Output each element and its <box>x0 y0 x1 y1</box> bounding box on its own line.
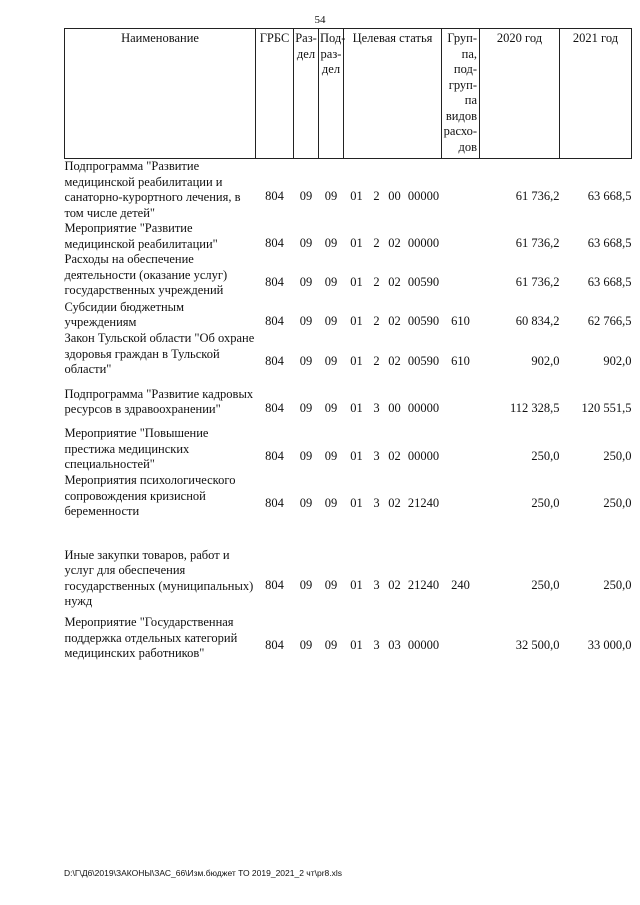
row-grbs: 804 <box>265 235 284 250</box>
row-podrazdel: 09 <box>324 235 338 250</box>
row-razdel: 09 <box>299 577 313 592</box>
row-expense-group <box>442 159 480 222</box>
row-podrazdel: 09 <box>324 448 338 463</box>
row-target-program: 01 <box>350 637 363 652</box>
row-amount-2021: 63 668,5 <box>587 189 632 204</box>
row-amount-2021: 902,0 <box>603 353 632 368</box>
row-target-program: 01 <box>350 495 363 510</box>
row-podrazdel: 09 <box>324 401 338 416</box>
row-amount-2020: 250,0 <box>531 448 560 463</box>
row-target-event: 02 <box>388 495 401 510</box>
row-target-subprogram: 3 <box>373 448 380 463</box>
row-amount-2021: 63 668,5 <box>587 274 632 289</box>
row-target-program: 01 <box>350 401 363 416</box>
row-amount-2020: 250,0 <box>531 577 560 592</box>
row-target-subprogram: 3 <box>373 577 380 592</box>
table-row <box>65 159 632 222</box>
row-name: Мероприятие "Государственная поддержка отдельных категорий медицинских работников" <box>64 615 238 661</box>
row-target-direction: 00000 <box>407 448 440 463</box>
row-amount-2021: 33 000,0 <box>587 637 632 652</box>
row-target-subprogram: 2 <box>373 189 380 204</box>
row-target-program: 01 <box>350 189 363 204</box>
row-amount-2020: 112 328,5 <box>509 401 560 416</box>
row-amount-2020: 250,0 <box>531 495 560 510</box>
row-target-direction: 00590 <box>407 274 440 289</box>
row-target-direction: 00000 <box>407 189 440 204</box>
page-number: 54 <box>314 14 326 26</box>
row-amount-2020: 902,0 <box>531 353 560 368</box>
header-razdel: Раз-дел <box>294 29 319 159</box>
row-amount-2020: 32 500,0 <box>515 637 560 652</box>
table-row <box>65 615 632 663</box>
table-row <box>65 221 632 252</box>
row-expense-group <box>442 473 480 521</box>
row-amount-2021: 250,0 <box>603 448 632 463</box>
row-target-event: 02 <box>388 353 401 368</box>
row-target-direction: 00590 <box>407 353 440 368</box>
row-target-subprogram: 2 <box>373 235 380 250</box>
row-grbs: 804 <box>265 401 284 416</box>
row-expense-group <box>442 378 480 426</box>
row-name: Мероприятие "Развитие медицинской реабилитации" <box>64 221 218 251</box>
row-razdel: 09 <box>299 495 313 510</box>
row-razdel: 09 <box>299 274 313 289</box>
row-target-direction: 00590 <box>407 314 440 329</box>
row-grbs: 804 <box>265 274 284 289</box>
header-expense-group: Груп-па, под-груп-па видов расхо-дов <box>442 29 480 159</box>
table-row <box>65 331 632 378</box>
row-target-program: 01 <box>350 274 363 289</box>
row-grbs: 804 <box>265 314 284 329</box>
row-amount-2020: 61 736,2 <box>515 235 560 250</box>
row-target-event: 02 <box>388 314 401 329</box>
row-target-event: 02 <box>388 235 401 250</box>
header-grbs: ГРБС <box>256 29 294 159</box>
row-expense-group <box>442 252 480 299</box>
row-amount-2021: 62 766,5 <box>587 314 632 329</box>
table-row <box>65 543 632 615</box>
row-name: Расходы на обеспечение деятельности (оказание услуг) государственных учреждений <box>64 252 228 298</box>
row-target-event: 02 <box>388 448 401 463</box>
row-podrazdel: 09 <box>324 274 338 289</box>
table-row <box>65 426 632 473</box>
row-expense-group <box>442 221 480 252</box>
row-grbs: 804 <box>265 353 284 368</box>
row-podrazdel: 09 <box>324 314 338 329</box>
header-podrazdel: Под-раз-дел <box>319 29 344 159</box>
row-grbs: 804 <box>265 637 284 652</box>
row-target-subprogram: 3 <box>373 495 380 510</box>
row-grbs: 804 <box>265 577 284 592</box>
row-razdel: 09 <box>299 235 313 250</box>
row-target-direction: 00000 <box>407 637 440 652</box>
row-target-direction: 00000 <box>407 401 440 416</box>
header-target-article: Целевая статья <box>344 29 442 159</box>
row-grbs: 804 <box>265 495 284 510</box>
row-spacer <box>65 521 632 543</box>
row-target-subprogram: 3 <box>373 401 380 416</box>
row-razdel: 09 <box>299 314 313 329</box>
row-podrazdel: 09 <box>324 637 338 652</box>
row-podrazdel: 09 <box>324 577 338 592</box>
row-target-direction: 00000 <box>407 235 440 250</box>
table-row <box>65 299 632 331</box>
row-target-program: 01 <box>350 448 363 463</box>
row-target-program: 01 <box>350 314 363 329</box>
row-razdel: 09 <box>299 401 313 416</box>
row-name: Подпрограмма "Развитие медицинской реабилитации и санаторно-курортного лечения, в том числе детей" <box>64 159 241 220</box>
row-name: Закон Тульской области "Об охране здоровья граждан в Тульской области" <box>64 331 255 377</box>
row-grbs: 804 <box>265 448 284 463</box>
header-name: Наименование <box>65 29 256 159</box>
table-row <box>65 378 632 426</box>
row-target-program: 01 <box>350 353 363 368</box>
row-target-subprogram: 2 <box>373 274 380 289</box>
row-target-event: 03 <box>388 637 401 652</box>
budget-table <box>64 28 632 663</box>
row-razdel: 09 <box>299 637 313 652</box>
row-podrazdel: 09 <box>324 189 338 204</box>
row-target-direction: 21240 <box>407 577 440 592</box>
row-podrazdel: 09 <box>324 353 338 368</box>
row-amount-2021: 120 551,5 <box>581 401 632 416</box>
row-target-event: 02 <box>388 577 401 592</box>
row-podrazdel: 09 <box>324 495 338 510</box>
row-target-program: 01 <box>350 235 363 250</box>
row-amount-2021: 250,0 <box>603 577 632 592</box>
row-razdel: 09 <box>299 189 313 204</box>
row-expense-group: 610 <box>451 353 470 368</box>
file-path-footer: D:\Г\Д6\2019\ЗАКОНЫ\ЗАС_66\Изм.бюджет ТО 2019_2021_2 чт\pr8.xls <box>64 868 343 878</box>
row-target-event: 00 <box>388 189 401 204</box>
row-target-program: 01 <box>350 577 363 592</box>
row-name: Подпрограмма "Развитие кадровых ресурсов в здравоохранении" <box>64 386 254 416</box>
row-amount-2021: 250,0 <box>603 495 632 510</box>
row-name: Иные закупки товаров, работ и услуг для обеспечения государственных (муниципальных) нужд <box>64 547 254 608</box>
row-expense-group: 610 <box>451 314 470 329</box>
table-body <box>65 159 632 663</box>
row-target-subprogram: 2 <box>373 353 380 368</box>
row-target-event: 02 <box>388 274 401 289</box>
row-name: Мероприятие "Повышение престижа медицинских специальностей" <box>64 426 209 471</box>
row-target-subprogram: 2 <box>373 314 380 329</box>
row-name: Мероприятия психологического сопровождения кризисной беременности <box>64 473 236 519</box>
table-row <box>65 473 632 521</box>
row-target-subprogram: 3 <box>373 637 380 652</box>
table-row <box>65 252 632 299</box>
row-expense-group <box>442 426 480 473</box>
row-target-direction: 21240 <box>407 495 440 510</box>
row-name: Субсидии бюджетным учреждениям <box>64 299 184 329</box>
row-target-event: 00 <box>388 401 401 416</box>
row-razdel: 09 <box>299 448 313 463</box>
header-year-2021: 2021 год <box>560 29 632 159</box>
table-header-row <box>65 29 632 159</box>
row-expense-group: 240 <box>451 577 470 592</box>
row-amount-2021: 63 668,5 <box>587 235 632 250</box>
row-amount-2020: 60 834,2 <box>515 314 560 329</box>
header-year-2020: 2020 год <box>480 29 560 159</box>
row-expense-group <box>442 615 480 663</box>
row-amount-2020: 61 736,2 <box>515 189 560 204</box>
row-amount-2020: 61 736,2 <box>515 274 560 289</box>
row-grbs: 804 <box>265 189 284 204</box>
row-razdel: 09 <box>299 353 313 368</box>
